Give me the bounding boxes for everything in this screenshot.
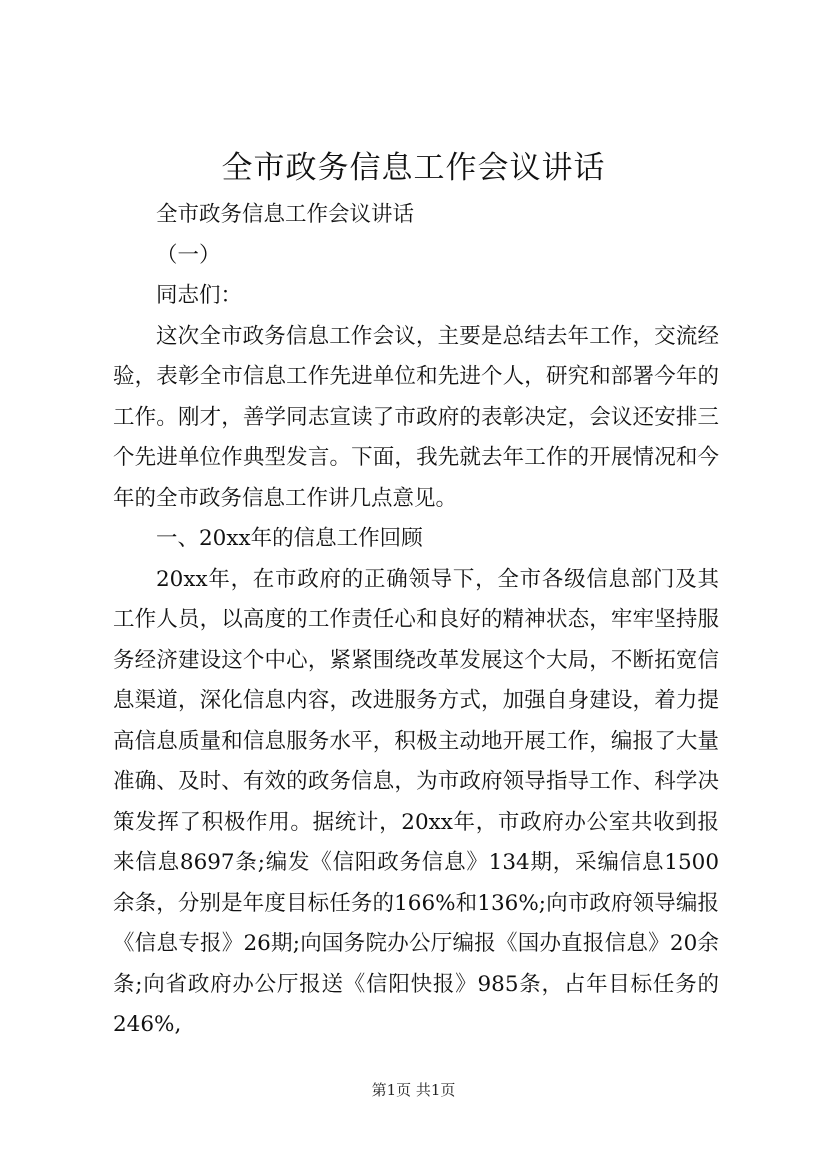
body-paragraph: 同志们： xyxy=(156,283,243,308)
page-footer: 第1页 共1页 xyxy=(371,1081,456,1099)
document-title: 全市政务信息工作会议讲话 xyxy=(221,150,606,186)
document-body xyxy=(113,195,719,1046)
body-paragraph: 全市政务信息工作会议讲话 xyxy=(156,202,415,227)
body-paragraph: 这次全市政务信息工作会议，主要是总结去年工作，交流经验，表彰全市信息工作先进单位和先进个人，研究和部署今年的工作。刚才，善学同志宣读了市政府的表彰决定，会议还安排三个先进单位作典型发言。下面，我先就去年工作的开展情况和今年的全市政务信息工作讲几点意见。 xyxy=(113,323,719,511)
section-heading: 一、20xx年的信息工作回顾 xyxy=(156,526,423,551)
body-paragraph: （一） xyxy=(156,242,221,268)
body-paragraph: 20xx年，在市政府的正确领导下，全市各级信息部门及其工作人员，以高度的工作责任心和良好的精神状态，牢牢坚持服务经济建设这个中心，紧紧围绕改革发展这个大局，不断拓宽信息渠道，深化信息内容，改进服务方式，加强自身建设，着力提高信息质量和信息服务水平，积极主动地开展工作，编报了大量准确、及时、有效的政务信息，为市政府领导指导工作、科学决策发挥了积极作用。据统计，20xx年，市政府办公室共收到报来信息8697条;编发《信阳政务信息》134期，采编信息1500余条，分别是年度目标任务的166%和136%;向市政府领导编报《信息专报》26期;向国务院办公厅编报《国办直报信息》20余条;向省政府办公厅报送《信阳快报》985条，占年目标任务的246%, xyxy=(113,566,719,1037)
